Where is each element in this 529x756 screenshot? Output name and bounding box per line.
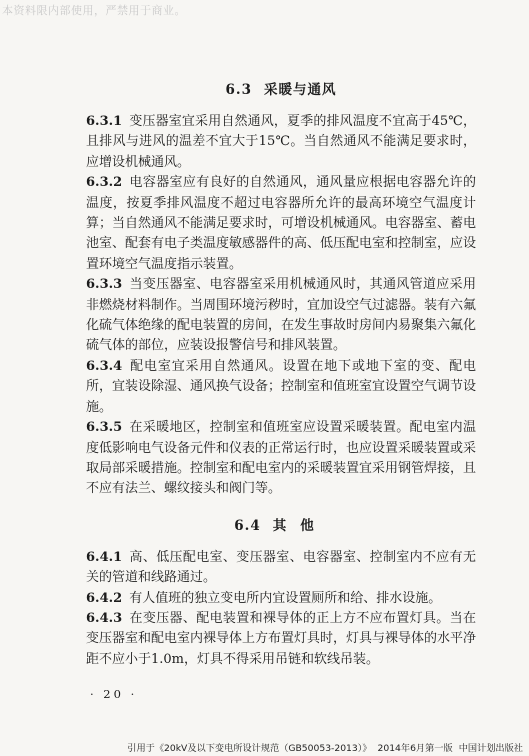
section-title: 采暖与通风 [264,82,337,98]
clause-text: 变压器室宜采用自然通风，夏季的排风温度不宜高于45℃，且排风与进风的温差不宜大于15℃。当自然通风不能满足要求时，应增设机械通风。 [86,114,476,170]
section-heading-6-3 [86,78,476,98]
clause-number: 6.4.2 [86,590,123,606]
clause-6-3-2 [86,173,476,275]
clause-6-3-3 [86,275,476,357]
page-body [86,78,476,670]
page-number: · 20 · [90,687,138,701]
clause-text: 在采暖地区，控制室和值班室应设置采暖装置。配电室内温度低影响电气设备元件和仪表的正常运行时，也应设置采暖装置或采取局部采暖措施。控制室和配电室内的采暖装置宜采用钢管焊接，且不应有法兰、螺纹接头和阀门等。 [86,420,477,497]
footer-source: 引用于《20kV及以下变电所设计规范（GB50053-2013）》 [127,743,372,754]
clause-6-4-1 [86,548,476,589]
footer-edition: 2014年6月第一版 [377,743,453,754]
clause-number: 6.3.1 [86,114,123,129]
clause-text: 配电室宜采用自然通风。设置在地下或地下室的变、配电所，宜装设除湿、通风换气设备；控制室和值班室宜设置空气调节设施。 [86,358,477,415]
footer-citation [127,740,523,754]
clause-number: 6.3.3 [86,277,123,293]
clause-text: 当变压器室、电容器室采用机械通风时，其通风管道应采用非燃烧材料制作。当周围环境污秽时，宜加设空气过滤器。装有六氟化硫气体绝缘的配电装置的房间，在发生事故时房间内易聚集六氟化硫气体的部位，应装设报警信号和排风装置。 [86,277,477,354]
clause-text: 电容器室应有良好的自然通风，通风量应根据电容器允许的温度，按夏季排风温度不超过电容器所允许的最高环境空气温度计算；当自然通风不能满足要求时，可增设机械通风。电容器室、蓄电池室、配套有电子类温度敏感器件的高、低压配电室和控制室，应设置环境空气温度指示装置。 [86,175,477,272]
section-number: 6.3 [225,82,252,98]
clause-6-3-5 [86,418,476,500]
clause-number: 6.4.1 [86,549,123,565]
clause-6-3-4 [86,357,476,418]
footer-publisher: 中国计划出版社 [458,743,523,754]
clause-number: 6.3.4 [86,358,123,374]
clause-6-4-2 [86,589,476,609]
clause-number: 6.3.2 [86,175,123,191]
section-heading-6-4 [86,514,476,534]
clause-6-3-1 [86,112,476,173]
section-number: 6.4 [234,517,261,534]
watermark: 本资料限内部使用，严禁用于商业。 [2,4,186,17]
clause-number: 6.3.5 [86,420,123,436]
clause-text: 有人值班的独立变电所内宜设置厕所和给、排水设施。 [129,590,442,606]
clause-text: 高、低压配电室、变压器室、电容器室、控制室内不应有无关的管道和线路通过。 [86,549,476,586]
clause-number: 6.4.3 [86,610,123,626]
clause-6-4-3 [86,609,476,670]
clause-text: 在变压器、配电装置和裸导体的正上方不应布置灯具。当在变压器室和配电室内裸导体上方布置灯具时，灯具与裸导体的水平净距不应小于1.0m，灯具不得采用吊链和软线吊装。 [86,610,477,667]
section-title: 其他 [272,517,328,534]
